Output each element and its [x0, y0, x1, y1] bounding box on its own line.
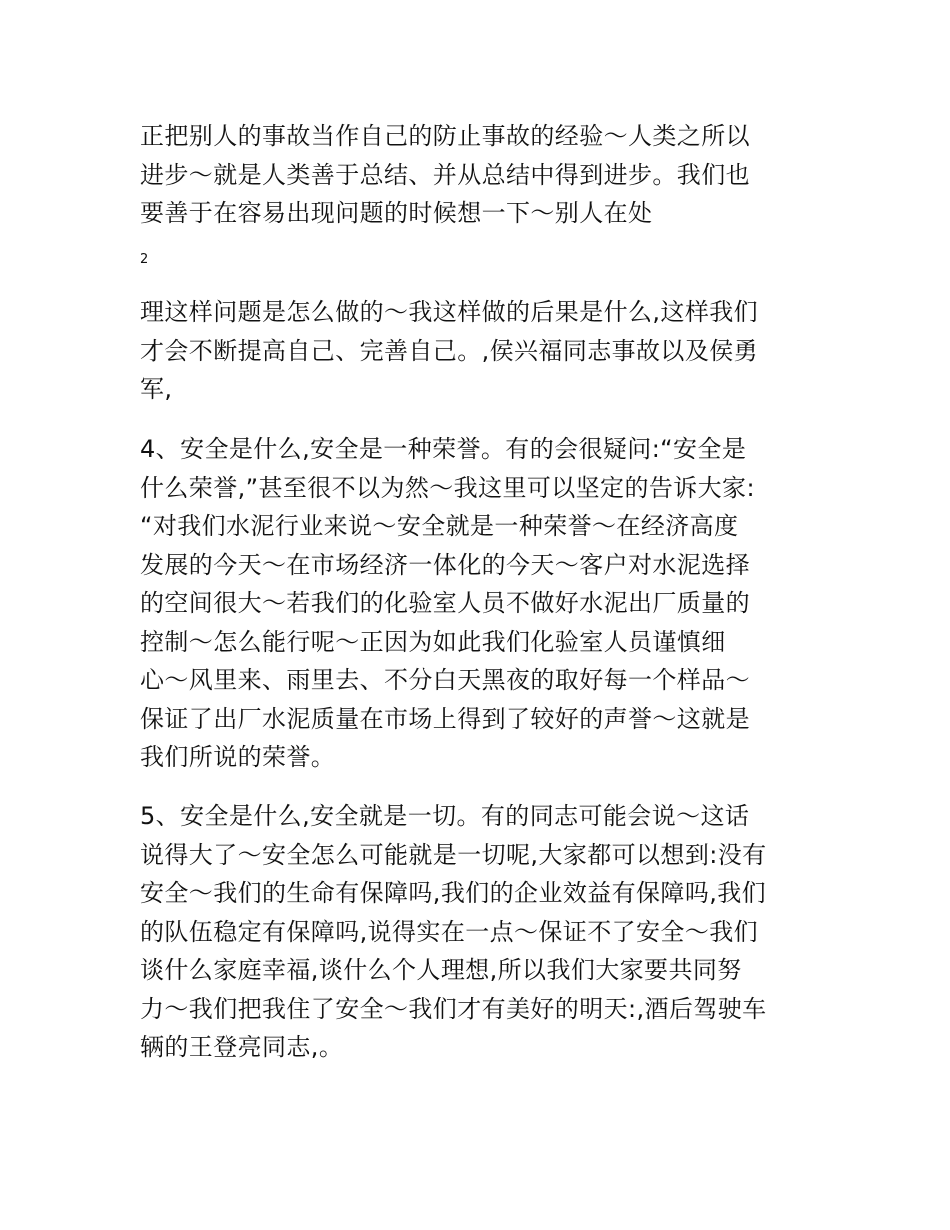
paragraph-2	[140, 293, 820, 409]
text-line: 辆的王登亮同志,。	[140, 1033, 344, 1061]
text-line: 保证了出厂水泥质量在市场上得到了较好的声誉～这就是	[140, 704, 750, 733]
text-line: 安全～我们的生命有保障吗,我们的企业效益有保障吗,我们	[140, 879, 767, 907]
text-line: 进步～就是人类善于总结、并从总结中得到进步。我们也	[140, 160, 750, 189]
text-line: 理这样问题是怎么做的～我这样做的后果是什么,这样我们	[140, 298, 759, 326]
paragraph-4	[140, 797, 820, 1067]
text-line: 4、安全是什么,安全是一种荣誉。有的会很疑问:“安全是	[140, 435, 747, 463]
text-line: 的空间很大～若我们的化验室人员不做好水泥出厂质量的	[140, 589, 750, 617]
text-line: 正把别人的事故当作自己的防止事故的经验～人类之所以	[140, 122, 750, 150]
text-line: 我们所说的荣誉。	[140, 743, 336, 771]
text-line: 什么荣誉,”甚至很不以为然～我这里可以坚定的告诉大家:	[140, 473, 755, 502]
text-line: 要善于在容易出现问题的时候想一下～别人在处	[140, 199, 653, 227]
paragraph-3	[140, 430, 820, 777]
text-line: 5、安全是什么,安全就是一切。有的同志可能会说～这话	[140, 802, 750, 830]
text-line: 谈什么家庭幸福,谈什么个人理想,所以我们大家要共同努	[140, 956, 742, 984]
text-line: 军,	[140, 375, 173, 403]
text-line: 的队伍稳定有保障吗,说得实在一点～保证不了安全～我们	[140, 917, 759, 946]
text-line: 心～风里来、雨里去、不分白天黑夜的取好每一个样品～	[140, 666, 750, 694]
text-line: “对我们水泥行业来说～安全就是一种荣誉～在经济高度	[140, 512, 739, 540]
paragraph-1	[140, 117, 820, 233]
text-line: 力～我们把我住了安全～我们才有美好的明天:,酒后驾驶车	[140, 994, 767, 1023]
text-line: 才会不断提高自己、完善自己。,侯兴福同志事故以及侯勇	[140, 336, 759, 365]
text-line: 控制～怎么能行呢～正因为如此我们化验室人员谨慎细	[140, 627, 726, 656]
text-line: 发展的今天～在市场经济一体化的今天～客户对水泥选择	[140, 550, 750, 579]
page-number: 2	[140, 252, 149, 267]
text-line: 说得大了～安全怎么可能就是一切呢,大家都可以想到:没有	[140, 840, 767, 869]
